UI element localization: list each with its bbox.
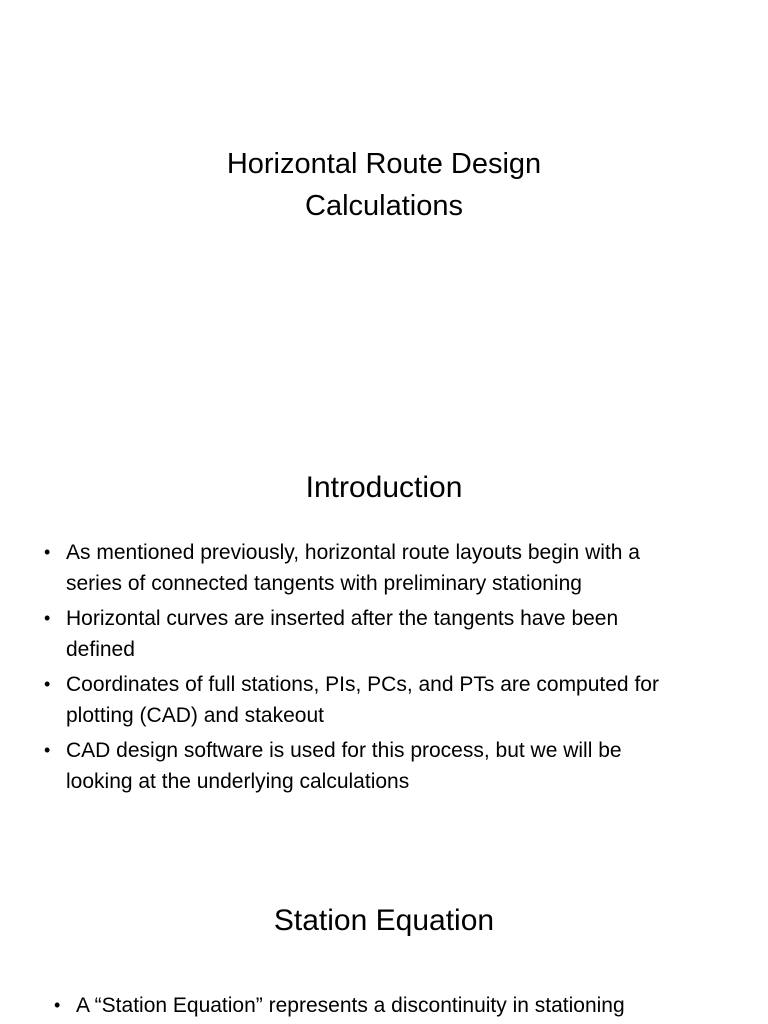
presentation-title-line-2: Calculations	[305, 190, 463, 222]
presentation-title	[0, 143, 768, 227]
list-item	[44, 735, 734, 797]
bullet-icon: •	[44, 674, 51, 694]
station-equation-bullet-list	[54, 990, 744, 1024]
list-item-text-line-2: looking at the underlying calculations	[66, 770, 410, 793]
list-item	[44, 537, 734, 599]
list-item-text-line-2: series of connected tangents with preliminary stationing	[66, 572, 582, 595]
station-equation-heading: Station Equation	[273, 904, 495, 937]
station-equation-slide	[0, 850, 768, 1024]
list-item-text-line-1: Coordinates of full stations, PIs, PCs, and PTs are computed for	[66, 673, 659, 696]
introduction-bullet-list	[44, 537, 734, 801]
list-item-text-line-1: Horizontal curves are inserted after the tangents have been	[66, 607, 619, 630]
list-item-text-line-2: defined	[66, 638, 135, 661]
bullet-icon: •	[54, 995, 61, 1015]
list-item	[44, 669, 734, 731]
list-item-text-line-1: A “Station Equation” represents a discontinuity in stationing	[76, 994, 625, 1017]
bullet-icon: •	[44, 608, 51, 628]
introduction-slide	[0, 400, 768, 850]
list-item-text-line-2: plotting (CAD) and stakeout	[66, 704, 324, 727]
list-item-text-line-1: CAD design software is used for this process, but we will be	[66, 739, 622, 762]
title-slide	[0, 0, 768, 400]
bullet-icon: •	[44, 740, 51, 760]
bullet-icon: •	[44, 542, 51, 562]
presentation-title-line-1: Horizontal Route Design	[226, 148, 542, 180]
list-item	[44, 603, 734, 665]
list-item-text-line-1: As mentioned previously, horizontal route layouts begin with a	[66, 541, 640, 564]
introduction-heading: Introduction	[305, 471, 463, 504]
list-item	[54, 990, 744, 1021]
